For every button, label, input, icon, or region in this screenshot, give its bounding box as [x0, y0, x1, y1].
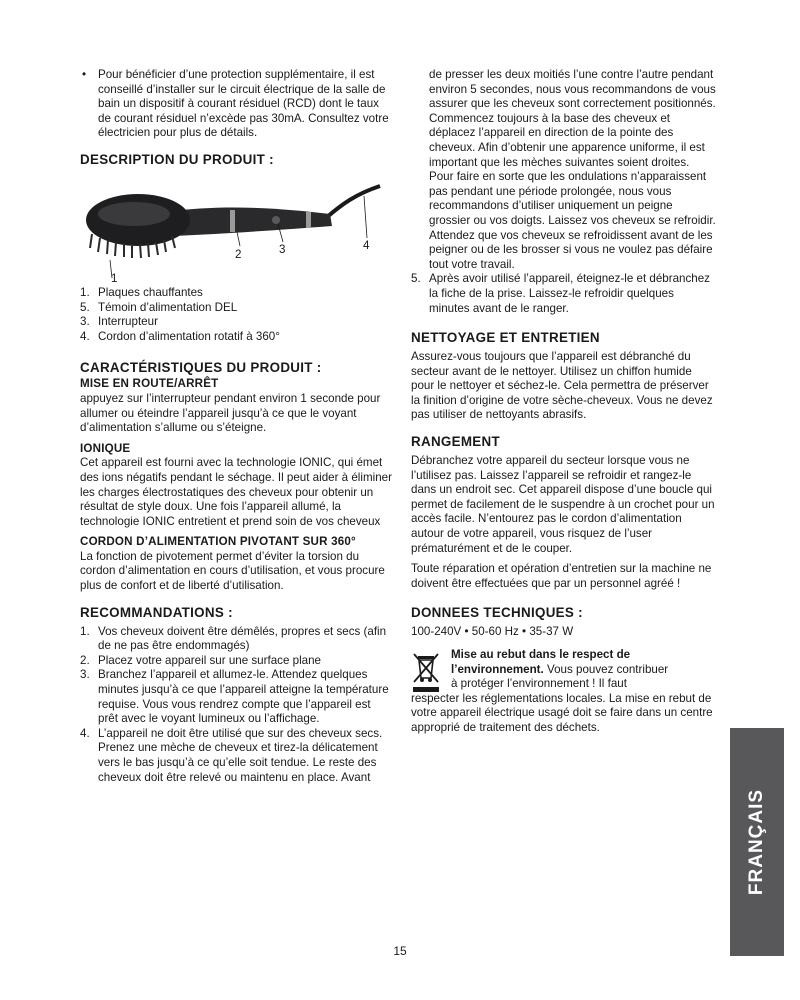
bullet-mark: • [82, 68, 87, 81]
storage-heading: RANGEMENT [411, 434, 500, 450]
power-switch-image [272, 216, 280, 224]
technical-data-text: 100-240V • 50-60 Hz • 35-37 W [411, 625, 574, 639]
features-heading: CARACTÉRISTIQUES DU PRODUIT : [80, 360, 322, 376]
rcd-bullet-text: Pour bénéficier d’une protection supplémentaire, il est conseillé d’installer sur le circuit électrique de la salle de bain un dispositif à courant résiduel (RCD) dont le taux de courant résiduel n’excède pas 30mA. Consultez votre électricien pour plus de détails. [98, 68, 389, 140]
hair-brush-image [80, 174, 392, 286]
recommendation-5: 5. Après avoir utilisé l’appareil, éteignez-le et débranchez la fiche de la prise. Laissez-le refroidir quelques minutes avant de le ranger. [411, 272, 710, 315]
disposal-title: Mise au rebut dans le respect de l’environnement. [451, 648, 631, 676]
callout-1: 1 [111, 271, 118, 285]
cleaning-text: Assurez-vous toujours que l’appareil est débranché du secteur avant de le nettoyer. Utilisez un chiffon humide pour le nettoyer et séchez-le. Cela permettra de préserver la finition d’origine de votre sèche-cheveux. Vous ne devez pas utiliser de nettoyants abrasifs. [411, 350, 713, 422]
disposal-notice [411, 648, 716, 736]
cleaning-heading: NETTOYAGE ET ENTRETIEN [411, 330, 600, 346]
list-item: 1. Vos cheveux doivent être démêlés, propres et secs (afin de ne pas être endommagés) [80, 624, 387, 653]
disposal-text-a: Vous pouvez contribuer [543, 662, 669, 676]
power-cord-image [326, 186, 380, 218]
product-illustration [80, 174, 392, 286]
page-number: 15 [393, 944, 407, 958]
disposal-text-c: respecter les réglementations locales. La mise en rebut de votre appareil électrique usagé doit se faire dans un centre approprié de traitement des déchets. [411, 691, 713, 734]
list-item: 4. L’appareil ne doit être utilisé que sur des cheveux secs. Prenez une mèche de cheveux et tirez-la délicatement vers le bas jusqu’à ce qu’elle soit tendue. Le reste des cheveux doit être relevé ou maintenu en place. Avant [80, 726, 383, 784]
recommendation-4-continued: de presser les deux moitiés l’une contre l’autre pendant environ 5 secondes, nous vous recommandons de vous assurer que les cheveux sont correctement positionnés. Commencez toujours à la base des cheveux et déplacez l’appareil en direction de la pointe des cheveux. Afin d’obtenir une apparence uniforme, il est important que les mèches suivantes soient droites. Pour faire en sorte que les ondulations n’apparaissent pas pendant une période prolongée, nous vous recommandons d’utiliser uniquement un peigne grossier ou vos doigts. Laissez vos cheveux se refroidir. Attendez que vos cheveux se refroidissent avant de les peigner ou de les brosser si vous ne voulez pas défaire tout votre travail. [429, 68, 716, 271]
language-tab-label: FRANÇAIS [746, 788, 767, 896]
list-item: 5. Témoin d’alimentation DEL [80, 300, 238, 314]
left-column [80, 68, 392, 785]
parts-list [80, 286, 392, 344]
language-tab [730, 728, 784, 956]
onoff-title: MISE EN ROUTE/ARRÊT [80, 377, 219, 391]
crossed-bin-icon [411, 650, 441, 694]
callout-3: 3 [279, 242, 286, 256]
right-column [411, 68, 716, 736]
ionic-text: Cet appareil est fourni avec la technologie IONIC, qui émet des ions négatifs pendant le séchage. Il peut aider à éliminer les charges électrostatiques des cheveux pour obtenir un résultat de style doux. Une fois l’appareil allumé, la technologie IONIC entretient et prend soin de vos cheveux [80, 456, 392, 528]
cord-title: CORDON D’ALIMENTATION PIVOTANT SUR 360° [80, 535, 356, 549]
list-item: 4. Cordon d’alimentation rotatif à 360° [80, 329, 280, 343]
onoff-text: appuyez sur l’interrupteur pendant environ 1 seconde pour allumer ou éteindre l’appareil jusqu’à ce que le voyant d’alimentation s’allume ou s’éteigne. [80, 391, 381, 435]
rcd-bullet [80, 68, 392, 141]
brush-head-highlight [98, 202, 170, 226]
recommendations-heading: RECOMMANDATIONS : [80, 604, 233, 620]
description-heading: DESCRIPTION DU PRODUIT : [80, 151, 274, 167]
cord-text: La fonction de pivotement permet d’éviter la torsion du cordon d’alimentation en cours d’utilisation, et vous procure plus de confort et de liberté d’utilisation. [80, 549, 385, 593]
callout-2: 2 [235, 247, 242, 261]
silver-band-right [306, 212, 311, 228]
recommendations-list [80, 625, 392, 786]
list-item: 2. Placez votre appareil sur une surface plane [80, 653, 321, 667]
disposal-text-b: à protéger l’environnement ! Il faut [451, 677, 627, 691]
list-item: 3. Branchez l’appareil et allumez-le. Attendez quelques minutes jusqu’à ce que l’appareil atteigne la température requise. Vous vous rendrez compte que l’appareil est prêt avec le voyant lumineux ou l’affichage. [80, 668, 389, 726]
storage-text: Débranchez votre appareil du secteur lorsque vous ne l’utilisez pas. Laissez l’appareil se refroidir et rangez-le dans un endroit sec. Cet appareil dispose d’une boucle qui permet de facilement de le suspendre à un crochet pour un accès facile. N’entourez pas le cordon d’alimentation autour de votre appareil, vous risquez de l’user prématurément et de le couper. [411, 454, 715, 555]
repair-text: Toute réparation et opération d’entretien sur la machine ne doivent être effectuées que par un personnel agréé ! [411, 562, 712, 590]
callout-4: 4 [363, 238, 370, 252]
silver-band-left [230, 210, 235, 232]
technical-data-heading: DONNEES TECHNIQUES : [411, 605, 583, 621]
disposal-line-1 [411, 648, 716, 677]
list-item: 3. Interrupteur [80, 315, 158, 329]
ionic-title: IONIQUE [80, 441, 131, 455]
list-item: 1. Plaques chauffantes [80, 285, 203, 299]
